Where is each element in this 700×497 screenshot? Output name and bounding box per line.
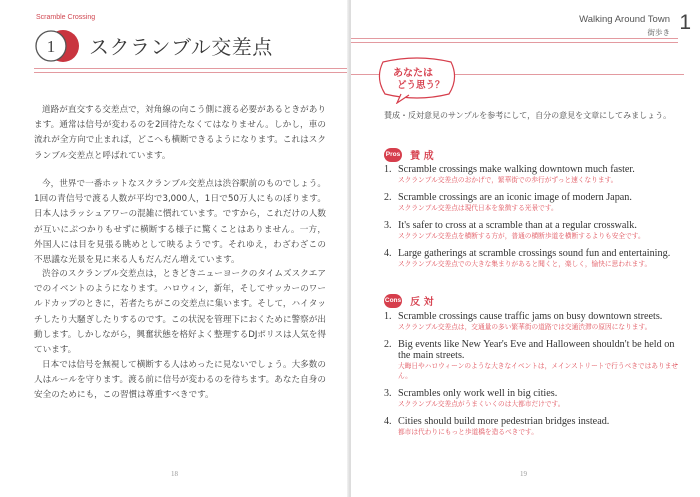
item-english: Scramble crossings make walking downtown much faster. [398,164,635,175]
item-english: Big events like New Year's Eve and Halloween shouldn't be held on the main streets. [398,339,675,361]
item-english: Scramble crossings are an iconic image of modern Japan. [398,192,632,203]
what-do-you-think-bubble [375,56,459,104]
item-number: 2. [384,339,392,350]
page-number-right: 19 [520,470,527,478]
item-english: It's safer to cross at a scramble than at a regular crosswalk. [398,220,637,231]
item-english: Large gatherings at scramble crossings sound fun and entertaining. [398,248,671,259]
item-english: Scramble crossings cause traffic jams on busy downtown streets. [398,311,663,322]
header-rule-2 [34,72,349,73]
item-japanese: 大晦日やハロウィーンのような大きなイベントは，メインストリートで行うべきではありません。 [398,362,679,380]
header-rule-2 [351,42,678,43]
item-number: 3. [384,388,392,399]
list-item [384,388,684,409]
body-paragraph-1: 道路が直交する交差点で，対角線の向こう側に渡る必要があるときがあります。通常は信号が変わるのを2回待たなくてはなりません。しかし，車の流れが全方向で止まれば，どこへも横断できるようになります。これはスクランブル交差点と呼ばれています。 [34,105,326,161]
chapter-number-badge [34,26,80,66]
cons-list [384,311,684,437]
instruction-text: 賛成・反対意見のサンプルを参考にして，自分の意見を文章にしてみましょう。 [384,111,672,120]
cons-label: 反 対 [410,297,434,308]
header-rule-1 [34,68,349,69]
item-number: 4. [384,248,392,259]
list-item [384,311,684,332]
list-item [384,248,684,269]
bubble-rule-right [455,74,684,75]
item-japanese: スクランブル交差点での大きな集まりがあると聞くと，楽しく，愉快に思われます。 [398,260,652,268]
bubble-line-1: あなたは [393,68,433,79]
pros-list [384,164,684,269]
page-number-left: 18 [171,470,178,478]
left-page [0,0,349,497]
item-japanese: スクランブル交差点がうまくいくのは大都市だけです。 [398,400,565,408]
list-item [384,339,684,381]
item-japanese: 都市は代わりにもっと歩道橋を造るべきです。 [398,428,538,436]
item-japanese: スクランブル交差点は現代日本を象徴する光景です。 [398,204,558,212]
item-english: Scrambles only work well in big cities. [398,388,558,399]
list-item [384,192,684,213]
chapter-title: スクランブル交差点 [89,35,273,59]
item-japanese: スクランブル交差点を横断する方が，普通の横断歩道を横断するよりも安全です。 [398,232,645,240]
body-paragraph-3: 渋谷のスクランブル交差点は，ときどきニューヨークのタイムズスクエアでのイベントのようになります。ハロウィン，新年，そしてサッカーのワールドカップのときに，若者たちがこの交差点に集います。そして，ハイタッチしたり大騒ぎしたりするのです。この状況を管理下におくために警察が出動します。しかしながら，興奮状態を格好よく整理するDJポリスは人気を得ています。 [34,269,326,356]
body-paragraph-2: 今，世界で一番ホットなスクランブル交差点は渋谷駅前のものでしょう。1回の青信号で渡る人数が平均で3,000人，1日で50万人にものぼります。日本人はラッシュアワーの混雑に慣れています。ですから，これだけの人数が互いにぶつかりもせずに横断する様子に驚くことはありません。一方，外国人には目を見張る眺めとして映るようです。それゆえ，わざわざこの不思議な光景を見に来る人もだんだん増えています。 [34,179,326,266]
running-title: Walking Around Town [579,14,670,25]
item-number: 1. [384,311,392,322]
chapter-tag: Scramble Crossing [36,14,96,21]
pros-label: 賛 成 [410,151,434,162]
list-item [384,164,684,185]
item-number: 1. [384,164,392,175]
running-subtitle: 街歩き [647,28,670,37]
pros-heading [384,144,434,160]
list-item [384,416,684,437]
list-item [384,220,684,241]
right-page [351,0,700,497]
item-japanese: スクランブル交差点のおかげで，繁華街での歩行がずっと速くなります。 [398,176,618,184]
item-number: 3. [384,220,392,231]
item-number: 2. [384,192,392,203]
cons-heading [384,290,434,306]
pros-tag: Pros [384,148,402,162]
item-japanese: スクランブル交差点は，交通量の多い繁華街の道路では交通渋滞の原因になります。 [398,323,652,331]
item-english: Cities should build more pedestrian bridges instead. [398,416,610,427]
cons-tag: Cons [384,294,402,308]
item-number: 4. [384,416,392,427]
bubble-line-2: どう思う？ [397,80,445,91]
header-rule-1 [351,38,678,39]
running-page-number: 1 [679,11,691,34]
chapter-number: 1 [46,37,56,56]
body-paragraph-4: 日本では信号を無視して横断する人はめったに見ないでしょう。大多数の人はルールを守ります。渡る前に信号が変わるのを待ちます。あなた自身の安全のためにも，この習慣は尊重すべきです。 [34,360,326,401]
